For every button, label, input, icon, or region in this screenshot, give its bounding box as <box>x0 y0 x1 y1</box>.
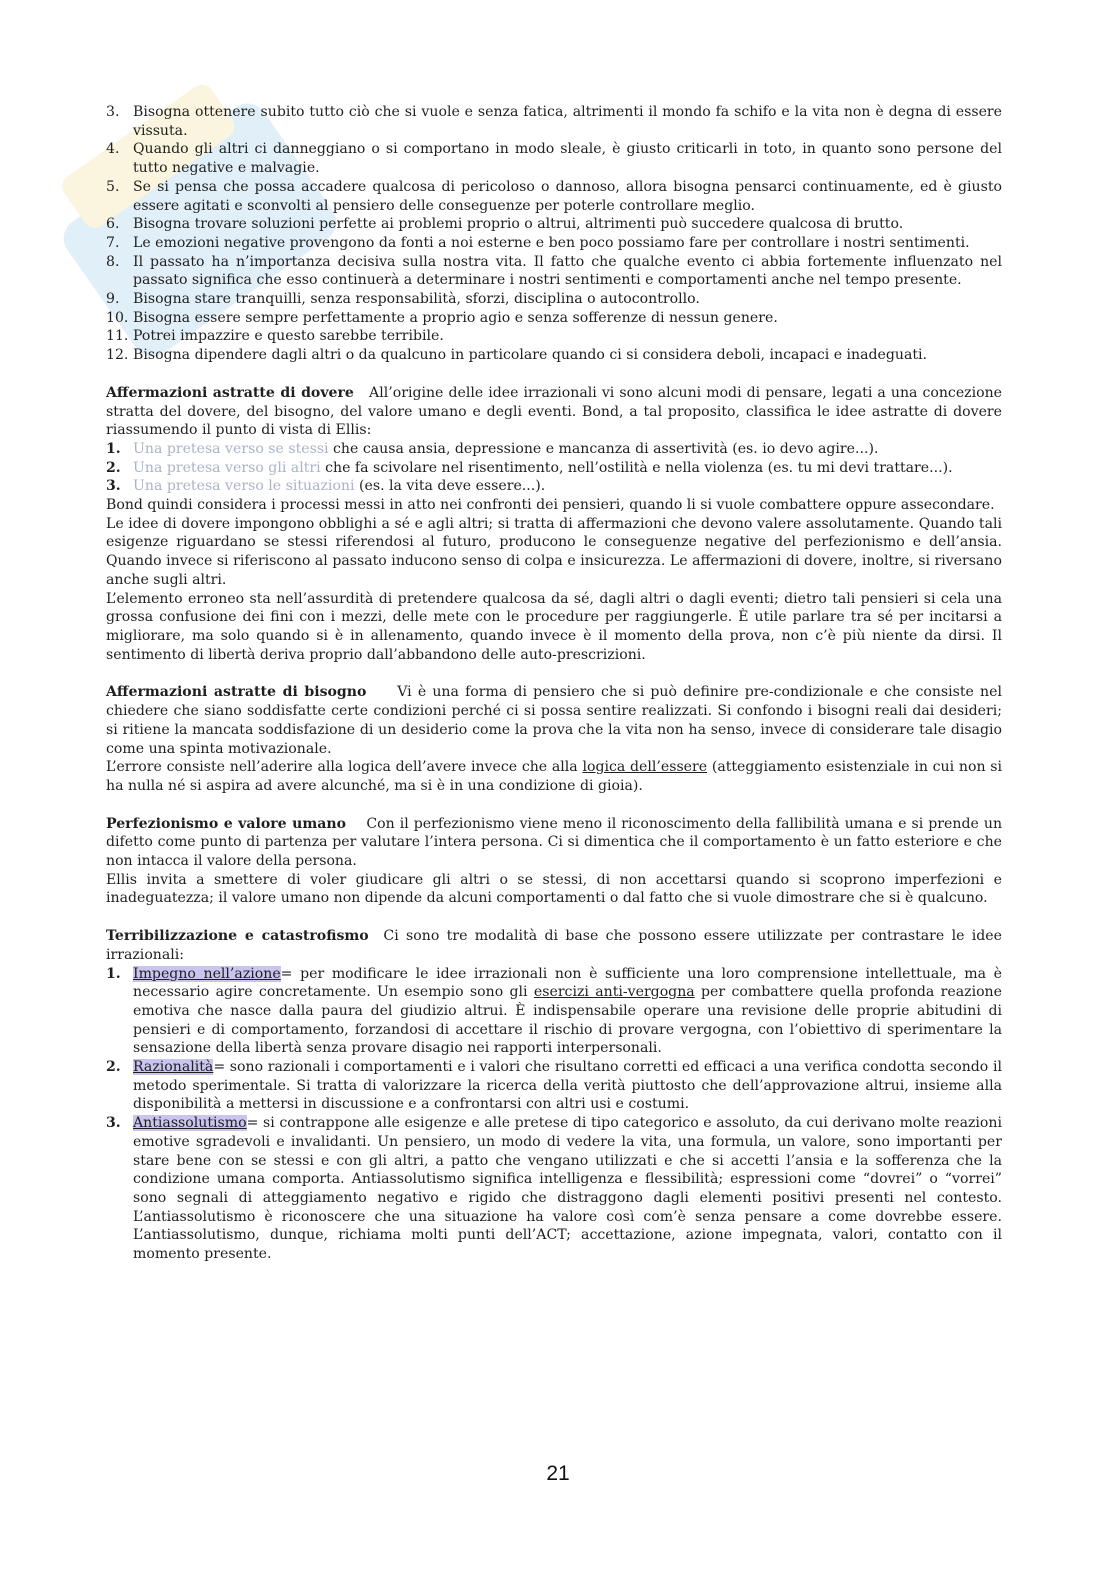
page-number: 21 <box>546 1462 570 1485</box>
bisogno-intro: Affermazioni astratte di bisogno Vi è una forma di pensiero che si può definire pre-condizionale e che consiste nel chiedere che siano soddisfatte certe condizioni perché ci si possa sentire realizzati. Si confondo i bisogni reali dai desideri; si ritiene la mancata soddisfazione di un desiderio come la prova che la vita non ha senso, invece di considerare tale disagio come una spinta motivazionale. <box>106 684 1002 757</box>
paragraph: Ellis invita a smettere di voler giudicare gli altri o se stessi, di non accettarsi quando si scoprono imperfezioni e inadeguatezza; il valore umano non dipende da alcuni comportamenti o dal fatto che si vuole dimostrare che si è qualcuno. <box>106 871 1002 907</box>
list-item: 12. Bisogna dipendere dagli altri o da qualcuno in particolare quando ci si considera deboli, incapaci e inadeguati. <box>106 347 928 364</box>
list-item: 8. Il passato ha n’importanza decisiva sulla nostra vita. Il fatto che qualche evento ci abbia fortemente influenzato nel passato significa che esso continuerà a determinare i nostri sentimenti e comportamenti anche nel tempo presente. <box>106 253 1002 289</box>
list-item: 5. Se si pensa che possa accadere qualcosa di pericoloso o dannoso, allora bisogna pensarci continuamente, ed è giusto essere agitati e sconvolti al pensiero delle conseguenze per poterle controllare meglio. <box>106 178 1002 214</box>
perfezionismo-intro: Perfezionismo e valore umano Con il perfezionismo viene meno il riconoscimento della fallibilità umana e si prende un difetto come punto di partenza per valutare l’intera persona. Ci si dimentica che il comportamento è un fatto esteriore e che non intacca il valore della persona. <box>106 815 1003 870</box>
list-item: 3. Una pretesa verso le situazioni (es. la vita deve essere...). <box>106 478 546 495</box>
list-item: 7. Le emozioni negative provengono da fonti a noi esterne e ben poco possiamo fare per controllare i nostri sentimenti. <box>106 234 970 251</box>
list-item: 3. Antiassolutismo= si contrappone alle esigenze e alle pretese di tipo categorico e assoluto, da cui derivano molte reazioni emotive sgradevoli e invalidanti. Un pensiero, un modo di vedere la vita, una formula, un valore, sono importanti per stare bene con se stessi e con gli altri, a patto che vengano utilizzati e che si accetti l’ansia e la sofferenza che la condizione umana comporta. Antiassolutismo significa intelligenza e flessibilità; espressioni come “dovrei” o “vorrei” sono segnali di atteggiamento negativo e rigido che distraggono dagli elementi positivi presenti nel contesto. L’antiassolutismo è riconoscere che una situazione ha valore così com’è senza pensare a come dovrebbe essere. L’antiassolutismo, dunque, richiama molti punti dell’ACT; accettazione, azione impegnata, valori, contatto con il momento presente. <box>106 1115 1002 1263</box>
document-page <box>106 103 1002 1264</box>
irrational-ideas-list <box>106 103 1002 365</box>
list-item: 11. Potrei impazzire e questo sarebbe terribile. <box>106 328 444 345</box>
list-item: 3. Bisogna ottenere subito tutto ciò che si vuole e senza fatica, altrimenti il mondo fa schifo e la vita non è degna di essere vissuta. <box>106 104 1002 139</box>
list-item: 6. Bisogna trovare soluzioni perfette ai problemi proprio o altrui, altrimenti può succedere qualcosa di brutto. <box>106 216 904 233</box>
paragraph: Bond quindi considera i processi messi in atto nei confronti dei pensieri, quando li si vuole combattere oppure assecondare. <box>106 497 995 514</box>
list-item: 2. Una pretesa verso gli altri che fa scivolare nel risentimento, nell’ostilità e nella violenza (es. tu mi devi trattare...). <box>106 459 953 476</box>
list-item: 9. Bisogna stare tranquilli, senza responsabilità, sforzi, disciplina o autocontrollo. <box>106 291 700 308</box>
terribil-intro: Terribilizzazione e catastrofismo Ci sono tre modalità di base che possono essere utilizzate per contrastare le idee irrazionali: <box>106 928 1002 963</box>
section-heading: Affermazioni astratte di bisogno <box>106 684 367 701</box>
section-heading: Terribilizzazione e catastrofismo <box>106 928 369 945</box>
list-item: 1. Una pretesa verso se stessi che causa ansia, depressione e mancanza di assertività (es. io devo agire...). <box>106 440 879 457</box>
paragraph: L’elemento erroneo sta nell’assurdità di pretendere qualcosa da sé, dagli altri o dagli eventi; dietro tali pensieri si cela una grossa confusione dei fini con i mezzi, delle mete con le procedure per raggiungerle. È utile parlare tra sé per incitarsi a migliorare, ma solo quando si è in allenamento, quando invece è il momento della prova, non c’è più niente da dirsi. Il sentimento di libertà deriva proprio dall’abbandono delle auto-prescrizioni. <box>106 590 1002 663</box>
list-item: 1. Impegno nell’azione= per modificare le idee irrazionali non è sufficiente una loro comprensione intellettuale, ma è necessario agire concretamente. Un esempio sono gli esercizi anti-vergogna per combattere quella profonda reazione emotiva che nasce dalla paura del giudizio altrui. È indispensabile operare una revisione delle proprie abitudini di pensieri e di comportamento, forzandosi di accettare il rischio di provare vergogna, con l’obiettivo di sperimentare la sensazione della libertà senza provare disagio nei rapporti interpersonali. <box>106 965 1002 1057</box>
paragraph: L’errore consiste nell’aderire alla logica dell’avere invece che alla logica dell’essere (atteggiamento esistenziale in cui non si ha nulla né si aspira ad avere alcunché, ma si è in una condizione di gioia). <box>106 759 1002 794</box>
section-heading: Affermazioni astratte di dovere <box>106 384 354 401</box>
list-item: 2. Razionalità= sono razionali i comportamenti e i valori che risultano corretti ed efficaci a una verifica condotta secondo il metodo sperimentale. Si tratta di valorizzare la ricerca della verità piuttosto che dell’approvazione altrui, insieme alla disponibilità a mettersi in discussione e a confrontarsi con altri usi e costumi. <box>106 1059 1002 1113</box>
list-item: 10. Bisogna essere sempre perfettamente a proprio agio e senza sofferenze di nessun genere. <box>106 309 778 326</box>
dovere-intro: Affermazioni astratte di dovere All’origine delle idee irrazionali vi sono alcuni modi di pensare, legati a una concezione stratta del dovere, del bisogno, del valore umano e degli eventi. Bond, a tal proposito, classifica le idee astratte di dovere riassumendo il punto di vista di Ellis: <box>106 384 1002 439</box>
paragraph: Le idee di dovere impongono obblighi a sé e agli altri; si tratta di affermazioni che devono valere assolutamente. Quando tali esigenze riguardano se stessi riferendosi al futuro, producono le conseguenze negative del perfezionismo e dell’ansia. Quando invece si riferiscono al passato inducono senso di colpa e insicurezza. Le affermazioni di dovere, inoltre, si riversano anche sugli altri. <box>106 515 1002 588</box>
dovere-list <box>106 440 1002 496</box>
section-heading: Perfezionismo e valore umano <box>106 815 347 832</box>
list-item: 4. Quando gli altri ci danneggiano o si comportano in modo sleale, è giusto criticarli in toto, in quanto sono persone del tutto negative e malvagie. <box>106 141 1002 177</box>
terribil-list <box>106 965 1002 1264</box>
